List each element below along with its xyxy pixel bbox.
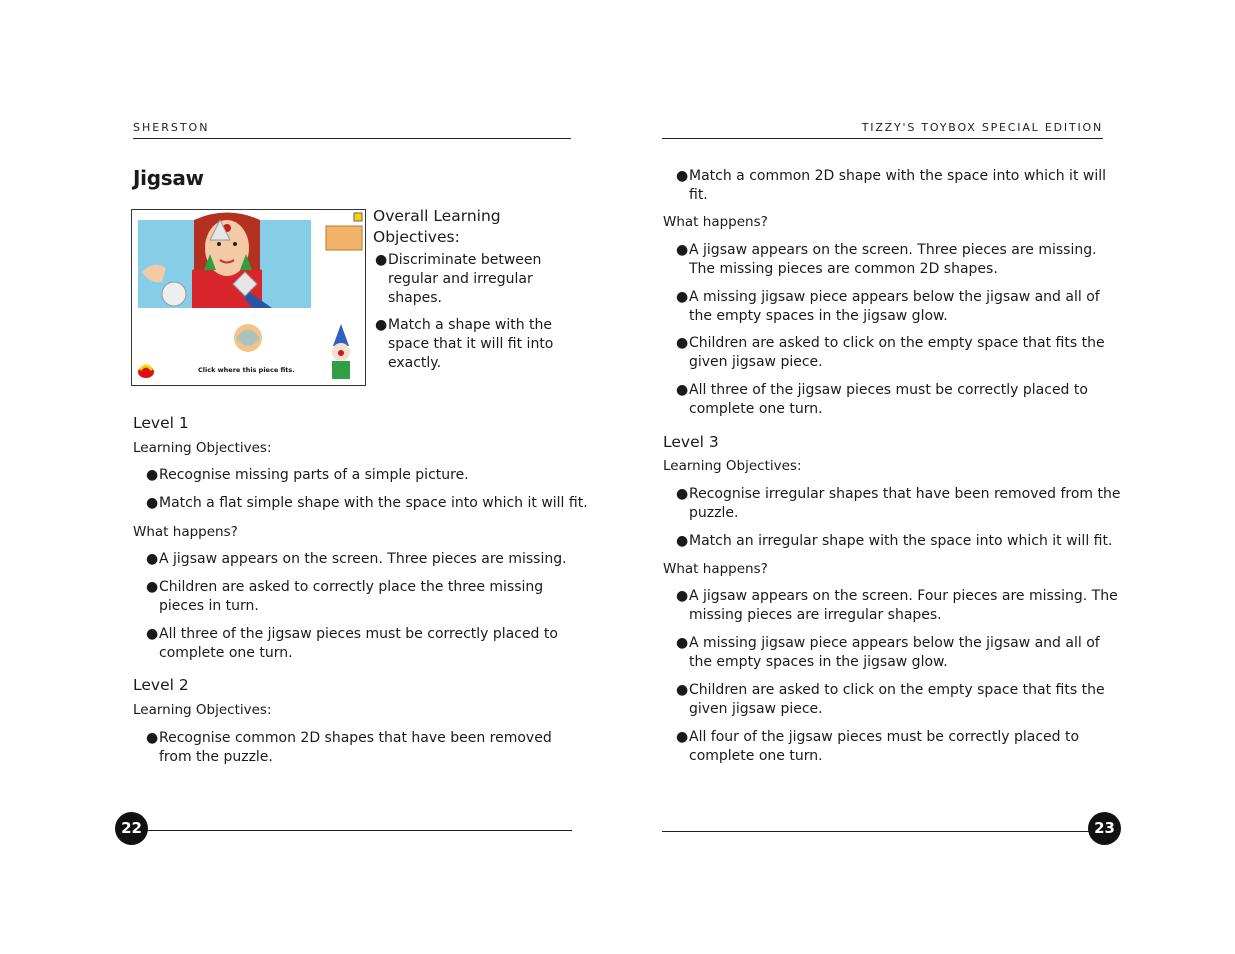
level2-what-label: What happens? (663, 214, 768, 230)
header-rule-left (133, 138, 571, 139)
level1-objectives-label: Learning Objectives: (133, 440, 272, 456)
level1-what-label: What happens? (133, 524, 238, 540)
level3-what-1: ● A jigsaw appears on the screen. Four pieces are missing. The missing pieces are irregular shapes. (676, 588, 1118, 623)
level3-what-3: ● Children are asked to click on the empty space that fits the given jigsaw piece. (676, 682, 1105, 717)
level3-what-label: What happens? (663, 561, 768, 577)
level1-title: Level 1 (133, 414, 189, 432)
footer-rule-left (147, 830, 572, 831)
overall-heading-2: Objectives: (373, 228, 460, 246)
jigsaw-game-illustration (132, 210, 365, 385)
level1-what-2: ● Children are asked to correctly place the three missing pieces in turn. (146, 579, 544, 614)
overall-item-1: ● Discriminate between regular and irregular shapes. (375, 252, 542, 306)
page-number-right: 23 (1088, 812, 1121, 845)
level1-objective-1: ● Recognise missing parts of a simple picture. (146, 467, 469, 483)
level1-what-3: ● All three of the jigsaw pieces must be correctly placed to complete one turn. (146, 626, 558, 661)
overall-item-2: ● Match a shape with the space that it will fit into exactly. (375, 317, 554, 371)
level3-objectives-label: Learning Objectives: (663, 458, 802, 474)
header-rule-right (662, 138, 1103, 139)
game-caption: Click where this piece fits. (198, 366, 295, 374)
level1-objective-2: ● Match a flat simple shape with the space into which it will fit. (146, 495, 588, 511)
level2-objectives-label: Learning Objectives: (133, 702, 272, 718)
level3-objective-2: ● Match an irregular shape with the space into which it will fit. (676, 533, 1113, 549)
level3-title: Level 3 (663, 433, 719, 451)
page-title: Jigsaw (133, 166, 204, 190)
level2-what-4: ● All three of the jigsaw pieces must be correctly placed to complete one turn. (676, 382, 1088, 417)
footer-rule-right (662, 831, 1090, 832)
overall-heading-1: Overall Learning (373, 207, 501, 225)
level1-what-1: ● A jigsaw appears on the screen. Three pieces are missing. (146, 551, 567, 567)
level2-objective-2: ● Match a common 2D shape with the space into which it will fit. (676, 168, 1107, 203)
level2-objective-1: ● Recognise common 2D shapes that have been removed from the puzzle. (146, 730, 552, 765)
level2-what-1: ● A jigsaw appears on the screen. Three pieces are missing. The missing pieces are common 2D shapes. (676, 242, 1097, 277)
level2-what-2: ● A missing jigsaw piece appears below the jigsaw and all of the empty spaces in the jigsaw glow. (676, 289, 1100, 324)
running-header-right: TIZZY'S TOYBOX SPECIAL EDITION (861, 121, 1103, 134)
page-number-left: 22 (115, 812, 148, 845)
level3-objective-1: ● Recognise irregular shapes that have been removed from the puzzle. (676, 486, 1121, 521)
level3-what-2: ● A missing jigsaw piece appears below the jigsaw and all of the empty spaces in the jigsaw glow. (676, 635, 1100, 670)
level2-what-3: ● Children are asked to click on the empty space that fits the given jigsaw piece. (676, 335, 1105, 370)
level3-what-4: ● All four of the jigsaw pieces must be correctly placed to complete one turn. (676, 729, 1080, 764)
game-screenshot (131, 209, 366, 386)
running-header-left: SHERSTON (133, 121, 210, 134)
level2-title: Level 2 (133, 676, 189, 694)
